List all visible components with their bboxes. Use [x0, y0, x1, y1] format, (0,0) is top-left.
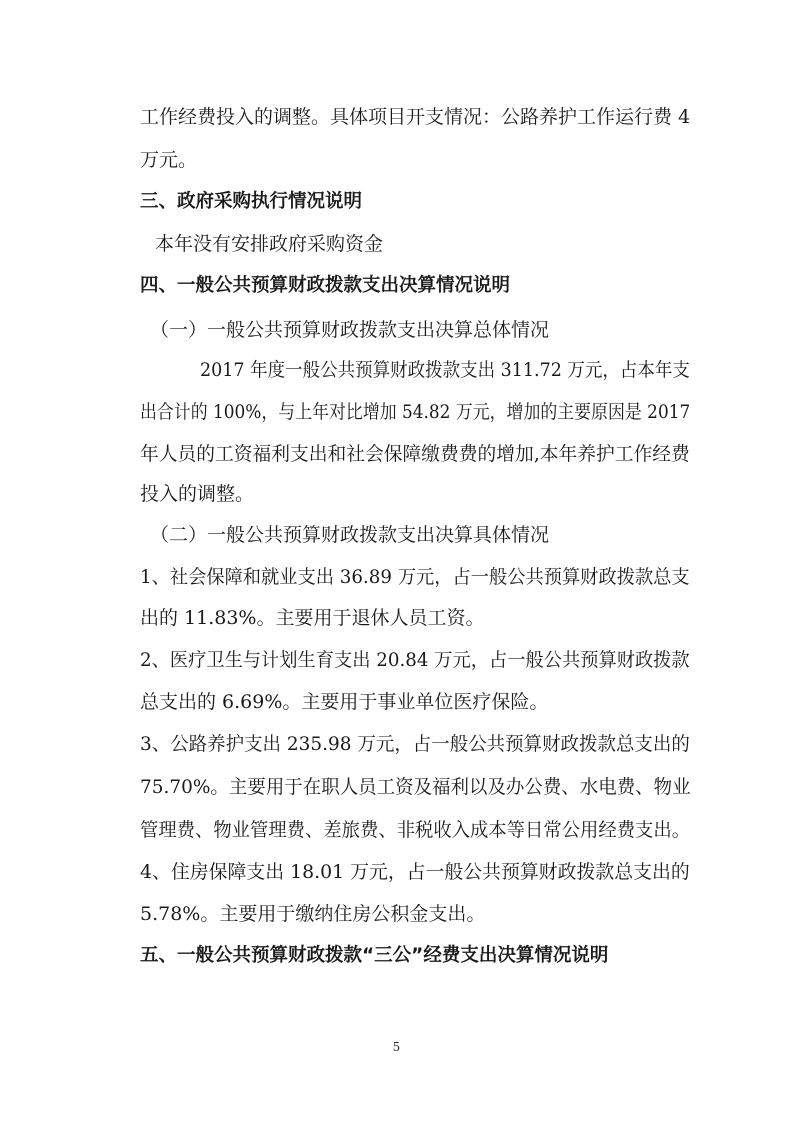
text-line-10: 投入的调整。	[140, 483, 255, 505]
text-line-16: 3、公路养护支出 235.98 万元，占一般公共预算财政拨款总支出的	[140, 733, 690, 755]
text-line-2: 万元。	[140, 149, 198, 171]
text-line-1: 工作经费投入的调整。具体项目开支情况：公路养护工作运行费 4	[140, 106, 691, 128]
section-heading-5: 五、一般公共预算财政拨款“三公”经费支出决算情况说明	[140, 945, 609, 966]
page-number: 5	[392, 1040, 401, 1054]
text-line-14: 2、医疗卫生与计划生育支出 20.84 万元，占一般公共预算财政拨款	[140, 649, 690, 671]
text-line-7: 2017 年度一般公共预算财政拨款支出 311.72 万元，占本年支	[200, 359, 690, 381]
text-line-20: 5.78%。主要用于缴纳住房公积金支出。	[140, 903, 486, 925]
subsection-heading-2: （二）一般公共预算财政拨款支出决算具体情况	[150, 524, 550, 546]
text-line-8: 出合计的 100%，与上年对比增加 54.82 万元，增加的主要原因是 2017	[140, 401, 691, 423]
subsection-heading-1: （一）一般公共预算财政拨款支出决算总体情况	[150, 319, 550, 341]
text-line-17: 75.70%。主要用于在职人员工资及福利以及办公费、水电费、物业	[140, 776, 691, 798]
text-line-12: 1、社会保障和就业支出 36.89 万元，占一般公共预算财政拨款总支	[140, 566, 690, 588]
text-line-9: 年人员的工资福利支出和社会保障缴费费的增加,本年养护工作经费	[140, 443, 690, 465]
text-line-18: 管理费、物业管理费、差旅费、非税收入成本等日常公用经费支出。	[140, 819, 691, 841]
text-line-4: 本年没有安排政府采购资金	[155, 233, 384, 255]
section-heading-4: 四、一般公共预算财政拨款支出决算情况说明	[140, 275, 511, 296]
text-line-19: 4、住房保障支出 18.01 万元，占一般公共预算财政拨款总支出的	[140, 861, 690, 883]
text-line-15: 总支出的 6.69%。主要用于事业单位医疗保险。	[140, 691, 549, 713]
section-heading-3: 三、政府采购执行情况说明	[140, 191, 363, 212]
text-line-13: 出的 11.83%。主要用于退休人员工资。	[140, 607, 485, 629]
